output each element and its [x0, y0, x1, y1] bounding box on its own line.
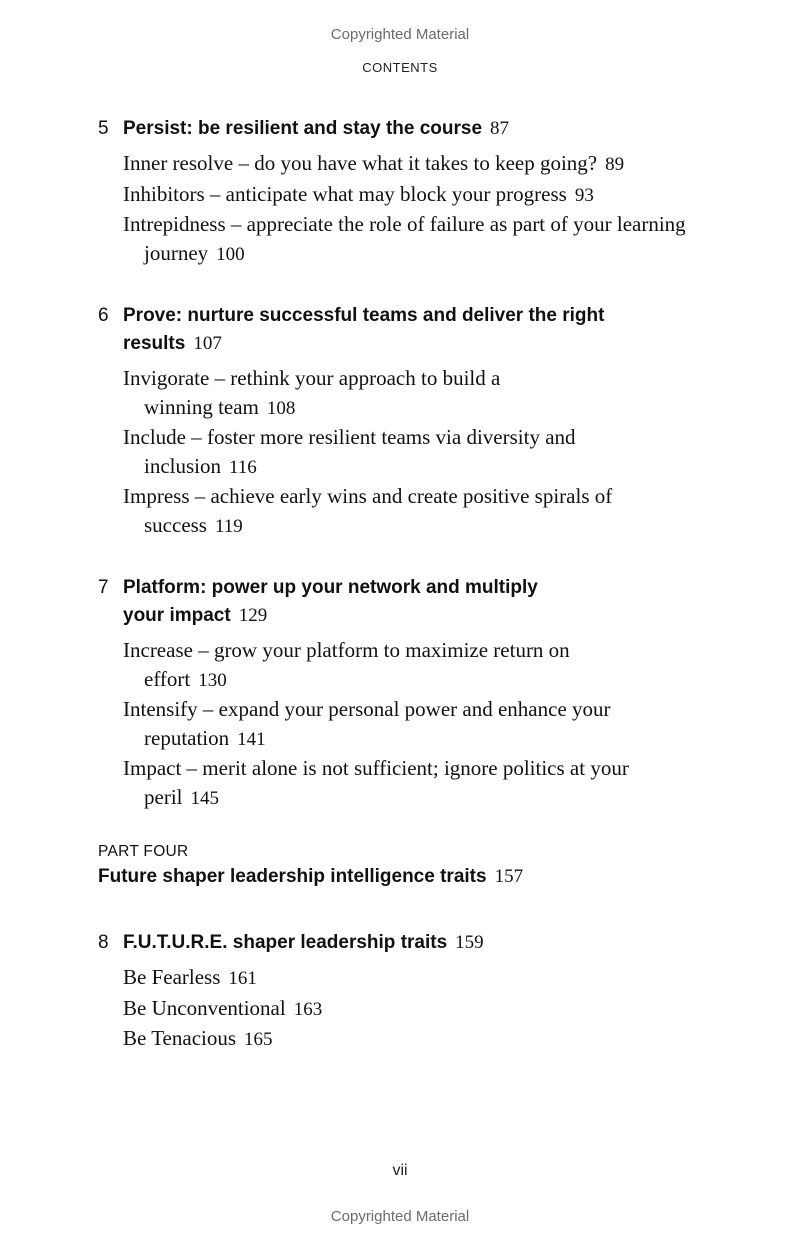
- chapter-page: 129: [238, 605, 268, 626]
- toc-section[interactable]: [123, 482, 674, 541]
- section-page: 116: [229, 456, 257, 478]
- section-page: 145: [190, 787, 219, 809]
- copyright-watermark-top: Copyrighted Material: [330, 26, 470, 43]
- section-page: 100: [216, 243, 245, 265]
- toc-section[interactable]: [123, 423, 664, 482]
- chapter-title: Prove: nurture successful teams and deliver the right results: [123, 305, 605, 354]
- toc-section[interactable]: [123, 754, 649, 813]
- section-page: 141: [237, 728, 266, 750]
- toc-section[interactable]: [123, 210, 704, 269]
- chapter-number: 7: [98, 577, 109, 598]
- section-title: Impact – merit alone is not sufficient; ignore politics at your peril: [123, 756, 629, 809]
- section-list: [123, 149, 738, 269]
- section-page: 93: [574, 184, 594, 206]
- part-title: Future shaper leadership intelligence traits: [98, 866, 487, 887]
- chapter-number: 6: [98, 305, 109, 326]
- section-page: 119: [214, 515, 243, 537]
- toc-section[interactable]: [123, 636, 634, 695]
- section-list: [123, 364, 738, 541]
- section-list: [123, 963, 738, 1055]
- chapter-title: Platform: power up your network and multiply your impact: [123, 577, 538, 626]
- chapter-page: 159: [455, 932, 484, 953]
- chapter-number: 8: [98, 932, 109, 953]
- section-title: Be Tenacious: [123, 1026, 237, 1050]
- section-title: Increase – grow your platform to maximize return on effort: [123, 638, 570, 691]
- part-label: PART FOUR: [98, 843, 189, 860]
- toc-section[interactable]: [123, 149, 738, 180]
- chapter-title: Persist: be resilient and stay the course: [123, 118, 483, 139]
- toc-part-four[interactable]: [98, 842, 738, 892]
- section-list: [123, 636, 738, 813]
- section-title: Inner resolve – do you have what it takes to keep going?: [123, 151, 598, 175]
- copyright-watermark-bottom: Copyrighted Material: [330, 1208, 470, 1225]
- toc-chapter-7[interactable]: [98, 574, 738, 813]
- toc-chapter-5[interactable]: [98, 115, 738, 269]
- section-title: Include – foster more resilient teams via diversity and inclusion: [123, 425, 576, 478]
- running-head: CONTENTS: [362, 60, 438, 75]
- section-title: Intrepidness – appreciate the role of failure as part of your learning journey: [123, 212, 686, 265]
- toc-section[interactable]: [123, 364, 574, 423]
- section-title: Intensify – expand your personal power and enhance your reputation: [123, 697, 611, 750]
- toc-chapter-6[interactable]: [98, 302, 738, 541]
- section-page: 108: [266, 397, 296, 419]
- section-page: 161: [228, 968, 257, 989]
- chapter-number: 5: [98, 118, 109, 139]
- section-page: 130: [198, 669, 227, 691]
- toc-section[interactable]: [123, 180, 738, 211]
- section-page: 165: [244, 1029, 273, 1050]
- toc-section[interactable]: [123, 994, 738, 1025]
- section-title: Be Unconventional: [123, 995, 286, 1020]
- page-number: vii: [392, 1162, 408, 1179]
- section-page: 89: [605, 154, 625, 175]
- toc-chapter-8[interactable]: [98, 929, 738, 1055]
- chapter-page: 107: [193, 333, 222, 354]
- section-title: Invigorate – rethink your approach to build a winning team: [123, 366, 501, 419]
- toc-section[interactable]: [123, 1024, 738, 1055]
- section-title: Be Fearless: [123, 965, 221, 989]
- section-title: Impress – achieve early wins and create positive spirals of success: [123, 484, 613, 537]
- section-page: 163: [293, 998, 323, 1020]
- section-title: Inhibitors – anticipate what may block your progress: [123, 181, 567, 206]
- toc-section[interactable]: [123, 963, 738, 994]
- chapter-title: F.U.T.U.R.E. shaper leadership traits: [123, 932, 448, 953]
- toc-section[interactable]: [123, 695, 654, 754]
- part-page: 157: [494, 866, 524, 887]
- chapter-page: 87: [490, 118, 510, 139]
